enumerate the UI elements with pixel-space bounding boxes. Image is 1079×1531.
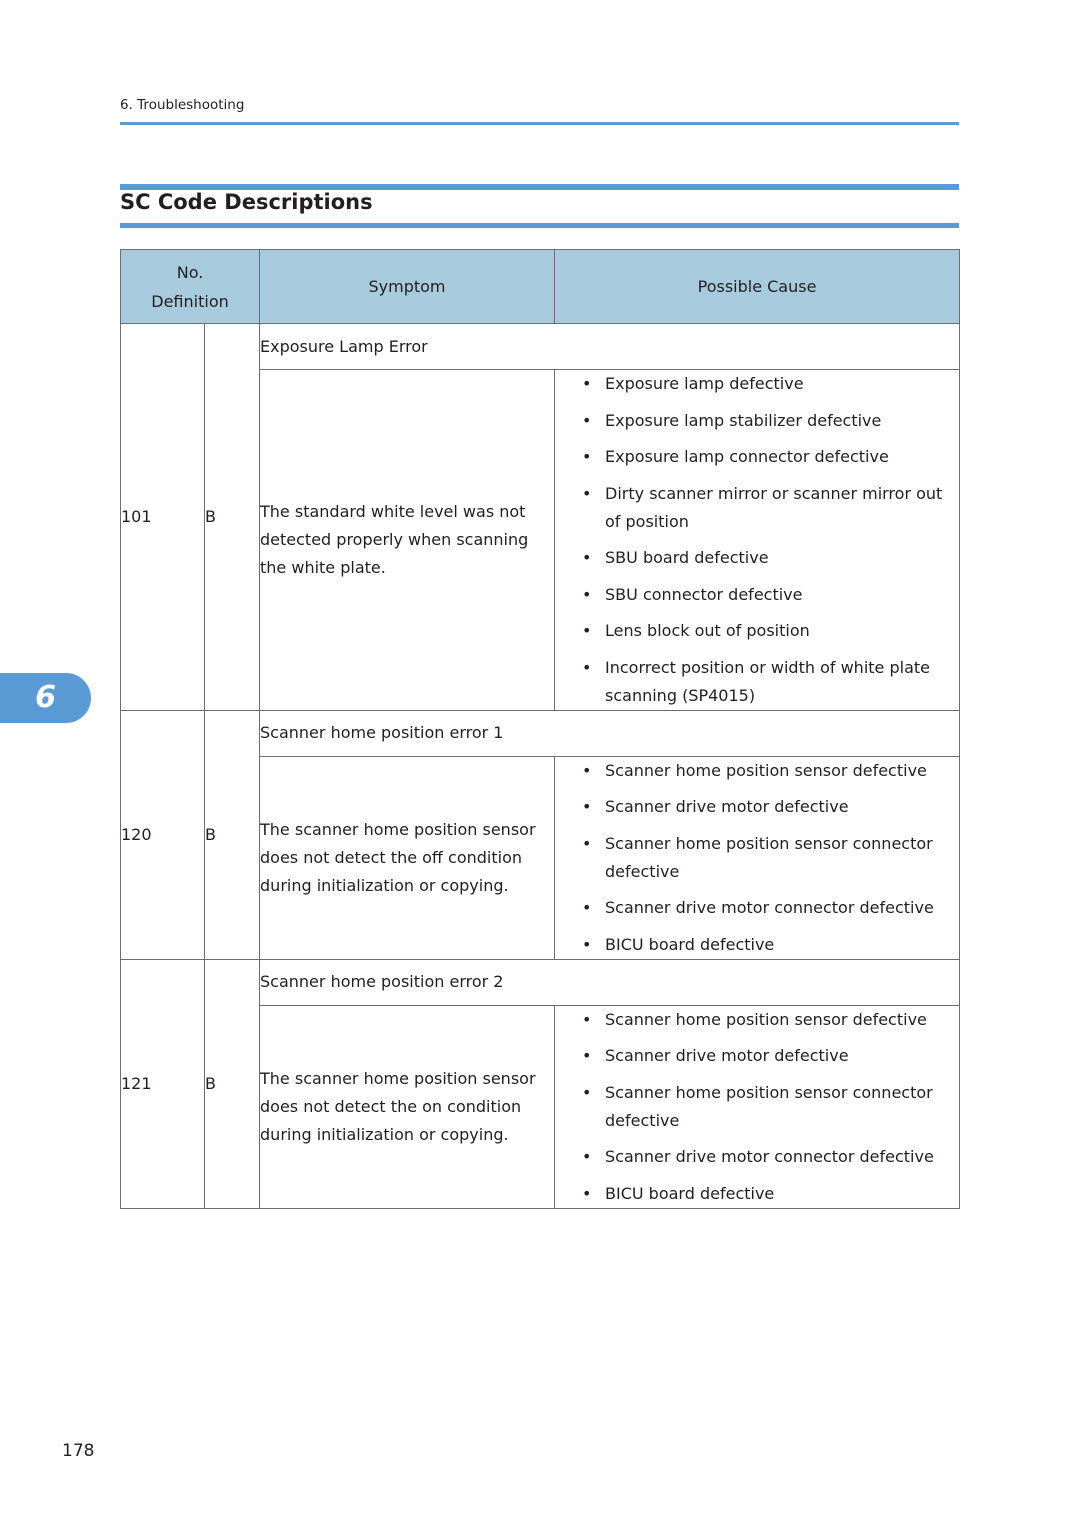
sc-symptom: The scanner home position sensor does not detect the on condition during initialization or copying.: [260, 1005, 555, 1208]
list-item: [555, 617, 959, 645]
cause-text: Scanner home position sensor connector defective: [605, 833, 933, 881]
list-item: [555, 1006, 959, 1034]
bullet-icon: •: [582, 833, 592, 853]
list-item: [555, 830, 959, 886]
list-item: [555, 544, 959, 572]
cause-text: Incorrect position or width of white plate scanning (SP4015): [605, 657, 930, 705]
cause-text: SBU board defective: [605, 548, 769, 567]
bullet-icon: •: [582, 760, 592, 780]
cause-text: BICU board defective: [605, 1183, 775, 1203]
header-cause: Possible Cause: [555, 250, 960, 324]
sc-class: B: [205, 710, 260, 959]
cause-text: Lens block out of position: [605, 621, 810, 640]
header-no-definition: [121, 250, 260, 324]
bullet-icon: •: [582, 797, 592, 816]
bullet-icon: •: [582, 548, 592, 567]
sc-causes: [555, 370, 960, 711]
list-item: [555, 894, 959, 922]
bullet-icon: •: [582, 657, 592, 677]
sc-class: B: [205, 324, 260, 711]
bullet-icon: •: [582, 410, 592, 430]
bullet-icon: •: [582, 1183, 592, 1203]
bullet-icon: •: [582, 1009, 592, 1029]
table-row: [121, 959, 960, 1005]
list-item: [555, 370, 959, 398]
list-item: [555, 1042, 959, 1070]
table-header-row: [121, 250, 960, 324]
bullet-icon: •: [582, 374, 592, 393]
list-item: [555, 407, 959, 435]
cause-text: Scanner home position sensor connector defective: [605, 1082, 933, 1130]
list-item: [555, 443, 959, 471]
table-body: [121, 324, 960, 1209]
list-item: [555, 581, 959, 609]
title-rule-bottom: [120, 223, 959, 228]
cause-list: [555, 370, 959, 710]
sc-symptom: The scanner home position sensor does not detect the off condition during initialization or copying.: [260, 756, 555, 959]
cause-text: Scanner drive motor defective: [605, 797, 849, 816]
bullet-icon: •: [582, 1147, 592, 1166]
bullet-icon: •: [582, 447, 592, 466]
header-rule: [120, 122, 959, 125]
cause-text: Exposure lamp stabilizer defective: [605, 410, 882, 430]
list-item: [555, 757, 959, 785]
cause-text: Scanner home position sensor defective: [605, 760, 927, 780]
bullet-icon: •: [582, 1082, 592, 1102]
table-row: [121, 324, 960, 370]
list-item: [555, 480, 959, 536]
sc-number: 120: [121, 710, 205, 959]
header-symptom: Symptom: [260, 250, 555, 324]
list-item: [555, 793, 959, 821]
cause-text: Exposure lamp defective: [605, 374, 804, 393]
cause-text: Scanner home position sensor defective: [605, 1009, 927, 1029]
sc-causes: [555, 1005, 960, 1208]
sc-number: 121: [121, 959, 205, 1208]
sc-symptom: The standard white level was not detected properly when scanning the white plate.: [260, 370, 555, 711]
sc-causes: [555, 756, 960, 959]
bullet-icon: •: [582, 584, 592, 604]
running-header: 6. Troubleshooting: [120, 97, 245, 113]
sc-definition: Exposure Lamp Error: [260, 324, 960, 370]
cause-text: Dirty scanner mirror or scanner mirror out of position: [605, 483, 943, 531]
list-item: [555, 654, 959, 710]
sc-code-table: [120, 249, 960, 1209]
sc-class: B: [205, 959, 260, 1208]
bullet-icon: •: [582, 483, 592, 503]
cause-text: SBU connector defective: [605, 584, 803, 604]
section-title: SC Code Descriptions: [120, 190, 373, 214]
bullet-icon: •: [582, 621, 592, 640]
cause-text: Scanner drive motor defective: [605, 1046, 849, 1065]
chapter-tab[interactable]: 6: [0, 673, 91, 723]
table-row: [121, 710, 960, 756]
list-item: [555, 1143, 959, 1171]
header-no: No.: [176, 262, 204, 282]
cause-text: Scanner drive motor connector defective: [605, 898, 934, 917]
bullet-icon: •: [582, 934, 592, 954]
cause-text: BICU board defective: [605, 934, 775, 954]
bullet-icon: •: [582, 1046, 592, 1065]
sc-number: 101: [121, 324, 205, 711]
cause-text: Scanner drive motor connector defective: [605, 1147, 934, 1166]
list-item: [555, 1079, 959, 1135]
header-definition: Definition: [151, 291, 229, 311]
list-item: [555, 1180, 959, 1208]
list-item: [555, 931, 959, 959]
bullet-icon: •: [582, 898, 592, 917]
cause-list: [555, 1006, 959, 1208]
sc-definition: Scanner home position error 2: [260, 959, 960, 1005]
cause-text: Exposure lamp connector defective: [605, 447, 889, 466]
sc-definition: Scanner home position error 1: [260, 710, 960, 756]
page-number: 178: [62, 1441, 95, 1461]
cause-list: [555, 757, 959, 959]
